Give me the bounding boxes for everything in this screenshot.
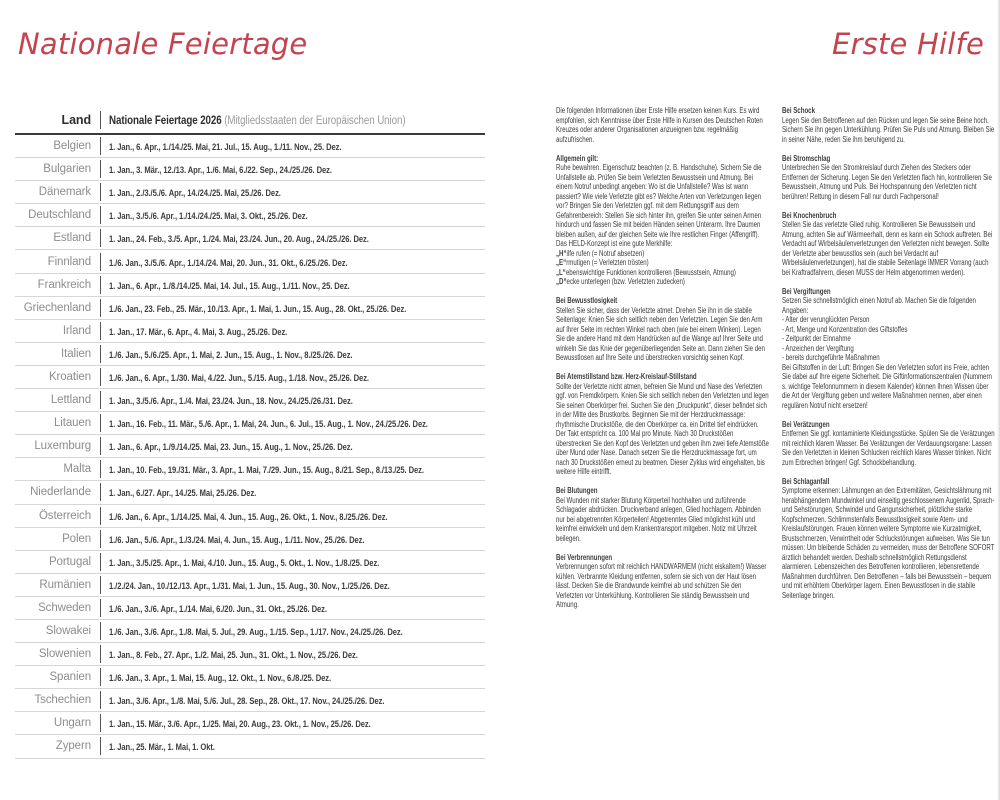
table-row [15, 412, 485, 435]
dates-cell [100, 622, 485, 640]
first-aid-section [556, 372, 770, 477]
dates-cell [100, 553, 485, 571]
first-aid-section [782, 106, 996, 144]
table-header-row [15, 106, 485, 135]
table-row [15, 597, 485, 620]
country-cell: Tschechien [34, 694, 91, 707]
first-aid-section [556, 553, 770, 610]
country-cell: Slowenien [38, 648, 91, 661]
section-heading: Bei Knochenbruch [782, 210, 837, 220]
country-cell: Irland [62, 324, 91, 337]
table-row [15, 181, 485, 204]
held-line: „L“ebenswichtige Funktionen kontrollieren (Bewusstsein, Atmung) [556, 267, 736, 277]
first-aid-section [556, 154, 770, 287]
dates-text: 1./2./24. Jan., 10./12./13. Apr., 1./31. Mai, 1. Jun., 15. Aug., 30. Nov., 1./25./26. Dez. [109, 580, 390, 592]
held-line: „E“rmutigen (= Verletzten trösten) [556, 258, 649, 267]
first-aid-section [782, 211, 996, 278]
section-heading: Bei Schlaganfall [782, 476, 830, 486]
dates-text: 1./6. Jan., 5./6. Apr., 1./3./24. Mai, 4. Jun., 15. Aug., 1./11. Nov., 25./26. Dez. [109, 534, 365, 546]
dates-cell [100, 137, 485, 155]
table-row [15, 505, 485, 528]
dates-text: 1. Jan., 10. Feb., 19./31. Mär., 3. Apr., 1. Mai, 7./29. Jun., 15. Aug., 8./21. Sep., 8./13./25. Dez. [109, 465, 424, 477]
section-heading: Bei Verbrennungen [556, 552, 613, 562]
dates-text: 1./6. Jan., 23. Feb., 25. Mär., 10./13. Apr., 1. Mai, 1. Jun., 15. Aug., 28. Okt., 25./26. Dez. [109, 303, 407, 315]
dates-cell [100, 599, 485, 617]
section-heading: Bei Verätzungen [782, 419, 830, 429]
section-heading: Bei Atemstillstand bzw. Herz-Kreislauf-Stillstand [556, 372, 697, 381]
country-cell: Zypern [55, 740, 91, 753]
paragraph: Bei Wunden mit starker Blutung Körperteil hochhalten und zuführende Schlagader abdrücken. Druckverband anlegen, Glied hochlagern. Abbinden nur bei abgetrennten Körperteilen! Abgetrenntes Glied möglichst kühl und keimfrei einwickeln und dem Krankentransport mitgeben. Notiz mit Uhrzeit beilegen. [556, 495, 761, 543]
paragraph: Das HELD-Konzept ist eine gute Merkhilfe: [556, 239, 673, 248]
first-aid-section [782, 477, 996, 601]
held-letter: „H“ [556, 248, 567, 258]
country-cell: Luxemburg [34, 440, 91, 453]
dates-cell [100, 253, 485, 271]
table-row [15, 712, 485, 735]
table-row [15, 735, 485, 758]
paragraph: Legen Sie den Betroffenen auf den Rücken und legen Sie seine Beine hoch. Sichern Sie ihn gegen Unterkühlung. Prüfen Sie Puls und Atmung. Bleiben Sie in seiner Nähe, reden Sie ihm beruhigend zu. [782, 115, 995, 144]
country-cell: Litauen [53, 417, 91, 430]
paragraph: Entfernen Sie ggf. kontaminierte Kleidungsstücke. Spülen Sie die Verätzungen mit reichlich klarem Wasser. Bei Verätzungen der Verdauungsorgane: Lassen Sie den Verletzten in kleinen Schlucken reichlich klares Wasser trinken. Nicht zum Erbrechen bringen! Ggf. Schockbehandlung. [782, 429, 995, 467]
table-row [15, 574, 485, 597]
dates-text: 1./6. Jan., 6. Apr., 1./30. Mai, 4./22. Jun., 5./15. Aug., 1./18. Nov., 25./26. Dez. [109, 372, 369, 384]
first-aid-section [782, 420, 996, 468]
land-column-header: Land [61, 112, 91, 127]
country-cell: Estland [53, 232, 91, 245]
first-aid-column-1 [556, 106, 770, 619]
dates-cell [100, 507, 485, 525]
country-cell: Slowakei [45, 625, 91, 638]
country-cell: Finnland [47, 255, 91, 268]
section-heading: Allgemein gilt: [556, 153, 599, 163]
section-heading: Bei Stromschlag [782, 153, 831, 163]
dates-text: 1./6. Jan., 3./5./6. Apr., 1./14./24. Mai, 20. Jun., 31. Okt., 6./25./26. Dez. [109, 257, 348, 269]
country-cell: Niederlande [30, 486, 91, 499]
table-row [15, 689, 485, 712]
first-aid-section [556, 486, 770, 543]
dates-text: 1. Jan., 3. Mär., 12./13. Apr., 1./6. Mai, 6./22. Sep., 24./25./26. Dez. [109, 165, 332, 177]
table-row [15, 135, 485, 158]
dates-text: 1. Jan., 3./6. Apr., 1./8. Mai, 5./6. Jul., 28. Sep., 28. Okt., 17. Nov., 24./25./26. Dez. [109, 696, 385, 708]
dates-text: 1. Jan., 25. Mär., 1. Mai, 1. Okt. [109, 742, 215, 754]
table-row [15, 551, 485, 574]
bullet-item: - Alter der verunglückten Person [782, 315, 996, 325]
bullet-item: - Art, Menge und Konzentration des Giftstoffes [782, 325, 996, 335]
dates-cell [100, 368, 485, 386]
held-letter: „D“ [556, 277, 567, 286]
holidays-header-text [109, 115, 406, 127]
table-header-title: Nationale Feiertage 2026 [109, 114, 222, 127]
paragraph: Unterbrechen Sie den Stromkreislauf durch Ziehen des Steckers oder Entfernen der Sicherung. Legen Sie den Verletzten flach hin, kontrollieren Sie Bewusstsein, Atmung und Puls. Bei Hochspannung den Verletzten nicht berühren! Rettung in diesem Fall nur durch Fachpersonal! [782, 163, 992, 201]
country-cell: Italien [61, 347, 91, 360]
dates-text: 1./6. Jan., 3./6. Apr., 1./14. Mai, 6./20. Jun., 31. Okt., 25./26. Dez. [109, 603, 327, 615]
country-cell: Lettland [50, 394, 91, 407]
paragraph: Verbrennungen sofort mit reichlich HANDWARMEM (nicht eiskaltem!) Wasser kühlen. Verbrannte Kleidung entfernen, sofern sie sich von der Haut lösen lässt. Decken Sie die Brandwunde keimfrei ab und schützen Sie den Verletzten vor Unterkühlung. Kontrollieren Sie ständig Bewusstsein und Atmung. [556, 562, 767, 609]
dates-text: 1./6. Jan., 3. Apr., 1. Mai, 15. Aug., 12. Okt., 1. Nov., 6./8./25. Dez. [109, 673, 332, 685]
dates-text: 1./6. Jan., 6. Apr., 1./14./25. Mai, 4. Jun., 15. Aug., 26. Okt., 1. Nov., 8./25./26. Dez. [109, 511, 388, 523]
dates-cell [100, 576, 485, 594]
dates-text: 1. Jan., 6. Apr., 1./9./14./25. Mai, 23. Jun., 15. Aug., 1. Nov., 25./26. Dez. [109, 442, 353, 454]
table-row [15, 666, 485, 689]
dates-text: 1. Jan., 6. Apr., 1./8./14./25. Mai, 14. Jul., 15. Aug., 1./11. Nov., 25. Dez. [109, 280, 350, 292]
dates-cell [100, 714, 485, 732]
table-row [15, 343, 485, 366]
paragraph: Ruhe bewahren. Eigenschutz beachten (z. B. Handschuhe). Sichern Sie die Unfallstelle ab. Prüfen Sie beim Verletzten Bewusstsein und Atmung. Bei einem Notruf unbedingt angeben: Wo ist die Unfallstelle? Was ist wann passiert? Wie viele Verletzte gibt es? Welche Arten von Verletzungen liegen vor? Bringen Sie den Verletzten ggf. mit dem Rettungsgriff aus dem Gefahrenbereich: Stellen Sie sich hinter ihn, greifen Sie unter seinen Armen hindurch und fassen Sie mit beiden Händen seinen Unterarm. Ihre Daumen bleiben außen, auf der gleichen Seite wie Ihre restlichen Finger (Affengriff). [556, 163, 762, 239]
held-line: „D“ecke unterlegen (bzw. Verletzten zudecken) [556, 277, 685, 286]
holiday-table [15, 106, 485, 759]
dates-cell [100, 414, 485, 432]
dates-cell [100, 229, 485, 247]
paragraph: Stellen Sie sicher, dass der Verletzte atmet. Drehen Sie ihn in die stabile Seitenlage: Knien Sie sich seitlich neben den Verletzten. Legen Sie den Arm auf Ihrer Seite im rechten Winkel nach oben (wie bei einem Winken). Legen Sie die andere Hand mit dem Handrücken auf die Wange auf Ihrer Seite und winkeln Sie das Knie der gegenüberliegenden Seite an. Dann ziehen Sie den Bewusstlosen auf Ihre Seite und überstrecken vorsichtig seinen Kopf. [556, 305, 765, 362]
country-cell: Dänemark [38, 186, 91, 199]
country-cell: Portugal [48, 555, 91, 568]
country-cell: Griechenland [23, 301, 91, 314]
country-cell: Belgien [53, 140, 91, 153]
dates-text: 1. Jan., 6./27. Apr., 14./25. Mai, 25./26. Dez. [109, 488, 257, 500]
held-line: „H“ilfe rufen (= Notruf absetzen) [556, 248, 645, 258]
table-row [15, 158, 485, 181]
table-header-subtitle: (Mitgliedsstaaten der Europäischen Union) [224, 114, 406, 127]
country-cell: Deutschland [28, 209, 91, 222]
dates-cell [100, 276, 485, 294]
dates-cell [100, 737, 485, 755]
paragraph: Setzen Sie schnellstmöglich einen Notruf ab. Machen Sie die folgenden Angaben: [782, 296, 976, 315]
dates-cell [100, 322, 485, 340]
first-aid-section [782, 287, 996, 411]
country-cell: Kroatien [48, 370, 91, 383]
table-row [15, 320, 485, 343]
country-cell: Polen [62, 532, 91, 545]
held-letter: „L“ [556, 267, 566, 277]
table-row [15, 458, 485, 481]
bullet-item: - bereits durchgeführte Maßnahmen [782, 353, 996, 363]
table-row [15, 204, 485, 227]
held-letter: „E“ [556, 258, 567, 267]
paragraph: Symptome erkennen: Lähmungen an den Extremitäten, Gesichtslähmung mit herabhängendem Mundwinkel und einseitig geschlossenem Augenlid, Sprach- und Sehstörungen, Schwindel und Gangunsicherheit, plötzliche starke Kopfschmerzen. Schlimmstenfalls Bewusstlosigkeit sowie Atem- und Kreislaufstörungen. Frauen können weitere Symptome wie Kurzatmigkeit, Brustschmerzen, Verwirrtheit oder Schluckstörungen aufweisen. Was Sie tun müssen: Um bleibende Schäden zu vermeiden, muss der Betroffene SOFORT ärztlich behandelt werden. Deshalb schnellstmöglich Rettungsdienst alarmieren. Lebenszeichen des Betroffenen kontrollieren, lebensrettende Maßnahmen durchführen. Den Betroffenen – falls bei Bewusstsein – bequem und mit erhöhtem Oberkörper lagern. Einen Bewusstlosen in die stabile Seitenlage bringen. [782, 486, 995, 600]
dates-cell [100, 299, 485, 317]
first-aid-section [782, 154, 996, 202]
table-row [15, 643, 485, 666]
bullet-item: - Zeitpunkt der Einnahme [782, 334, 996, 344]
table-row [15, 297, 485, 320]
country-cell: Schweden [38, 601, 91, 614]
country-cell: Spanien [49, 671, 91, 684]
dates-cell [100, 183, 485, 201]
dates-cell [100, 483, 485, 501]
table-row [15, 528, 485, 551]
country-cell: Bulgarien [43, 163, 91, 176]
country-cell: Frankreich [37, 278, 91, 291]
paragraph: Sollte der Verletzte nicht atmen, befreien Sie Mund und Nase des Verletzten ggf. von Fremdkörpern. Knien Sie sich seitlich neben den Verletzten und legen Sie seinen Oberkörper frei. Suchen Sie den „Druckpunkt“, dieser befindet sich in der Mitte des Brustkorbs. Beginnen Sie mit der Herzdruckmassage: rhythmische Druckstöße, die den Oberkörper ca. ein Drittel tief eindrücken. Der Takt entspricht ca. 100 Mal pro Minute. Nach 30 Druckstößen überstrecken Sie den Kopf des Verletzten und geben ihm zwei tiefe Atemstöße über Mund oder Nase. Danach setzen Sie die Herzdruckmassage fort, um nach 30 Druckstößen erneut zu beatmen. Dieser Zyklus wird eingehalten, bis weitere Hilfe eintrifft. [556, 381, 769, 476]
table-row [15, 227, 485, 250]
table-row [15, 274, 485, 297]
section-heading: Bei Blutungen [556, 486, 598, 495]
dates-text: 1./6. Jan., 3./6. Apr., 1./8. Mai, 5. Jul., 29. Aug., 1./15. Sep., 1./17. Nov., 24./25./26. Dez. [109, 627, 403, 639]
paragraph: Die folgenden Informationen über Erste Hilfe ersetzen keinen Kurs. Es wird empfohlen, sich Kenntnisse über Erste Hilfe in Kursen des Deutschen Roten Kreuzes oder anderer Organisationen anzueignen bzw. regelmäßig aufzufrischen. [556, 106, 763, 144]
country-cell: Malta [63, 463, 91, 476]
table-row [15, 366, 485, 389]
dates-text: 1. Jan., 16. Feb., 11. Mär., 5./6. Apr., 1. Mai, 24. Jun., 6. Jul., 15. Aug., 1. Nov., 24./25./26. Dez. [109, 419, 428, 431]
section-heading: Bei Bewusstlosigkeit [556, 296, 618, 305]
table-row [15, 435, 485, 458]
dates-text: 1. Jan., 6. Apr., 1./14./25. Mai, 21. Jul., 15. Aug., 1./11. Nov., 25. Dez. [109, 142, 342, 154]
country-cell: Österreich [38, 509, 91, 522]
dates-cell [100, 691, 485, 709]
dates-text: 1. Jan., 15. Mär., 3./6. Apr., 1./25. Mai, 20. Aug., 23. Okt., 1. Nov., 25./26. Dez. [109, 719, 371, 731]
dates-cell [100, 460, 485, 478]
table-row [15, 481, 485, 504]
dates-cell [100, 668, 485, 686]
dates-cell [100, 206, 485, 224]
dates-text: 1. Jan., 3./5./25. Apr., 1. Mai, 4./10. Jun., 15. Aug., 5. Okt., 1. Nov., 1./8./25. Dez. [109, 557, 380, 569]
bullet-item: - Anzeichen der Vergiftung [782, 344, 996, 354]
dates-text: 1. Jan., 24. Feb., 3./5. Apr., 1./24. Mai, 23./24. Jun., 20. Aug., 24./25./26. Dez. [109, 234, 369, 246]
dates-text: 1. Jan., 3./5./6. Apr., 1./4. Mai, 23./24. Jun., 18. Nov., 24./25./26./31. Dez. [109, 396, 353, 408]
dates-text: 1./6. Jan., 5./6./25. Apr., 1. Mai, 2. Jun., 15. Aug., 1. Nov., 8./25./26. Dez. [109, 349, 353, 361]
left-page-title: Nationale Feiertage [18, 27, 308, 61]
dates-cell [100, 345, 485, 363]
section-heading: Bei Vergiftungen [782, 286, 831, 296]
country-cell: Ungarn [53, 717, 91, 730]
table-row [15, 620, 485, 643]
paragraph: Stellen Sie das verletzte Glied ruhig. Kontrollieren Sie Bewusstsein und Atmung, achten Sie auf Wärmeerhalt, denn es kann ein Schock auftreten. Bei Verdacht auf Wirbelsäulenverletzungen den Verletzten nicht bewegen. Sollte der Verletzte aber bewusstlos sein (auch bei Verdacht auf Wirbelsäulenverletzungen), hat die stabile Seitenlage IMMER Vorrang (auch bei Kraftradfahrern, diesen MUSS der Helm abgenommen werden). [782, 220, 993, 277]
dates-text: 1. Jan., 3./5./6. Apr., 1./14./24./25. Mai, 3. Okt., 25./26. Dez. [109, 211, 308, 223]
right-page-title: Erste Hilfe [832, 27, 984, 61]
first-aid-column-2 [782, 106, 996, 610]
holidays-column-header [100, 111, 485, 129]
dates-cell [100, 437, 485, 455]
dates-text: 1. Jan., 2./3./5./6. Apr., 14./24./25. Mai, 25./26. Dez. [109, 188, 281, 200]
paragraph: Bei Giftstoffen in der Luft: Bringen Sie den Verletzten sofort ins Freie, achten Sie dabei auf Ihre eigene Sicherheit. Die Giftinformationszentralen (Nummern s. wichtige Telefonnummern in diesem Kalender) können Ihnen Wissen über die Art der Vergiftung geben und weitere Maßnahmen nennen, aber einen regulären Notruf nicht ersetzen! [782, 362, 992, 410]
dates-text: 1. Jan., 8. Feb., 27. Apr., 1./2. Mai, 25. Jun., 31. Okt., 1. Nov., 25./26. Dez. [109, 650, 358, 662]
table-row [15, 389, 485, 412]
first-aid-section [556, 106, 770, 144]
dates-cell [100, 530, 485, 548]
dates-cell [100, 391, 485, 409]
table-row [15, 250, 485, 273]
country-cell: Rumänien [39, 578, 91, 591]
section-heading: Bei Schock [782, 106, 816, 115]
first-aid-section [556, 296, 770, 363]
table-body [15, 135, 485, 759]
dates-text: 1. Jan., 17. Mär., 6. Apr., 4. Mai, 3. Aug., 25./26. Dez. [109, 326, 288, 338]
dates-cell [100, 645, 485, 663]
dates-cell [100, 160, 485, 178]
